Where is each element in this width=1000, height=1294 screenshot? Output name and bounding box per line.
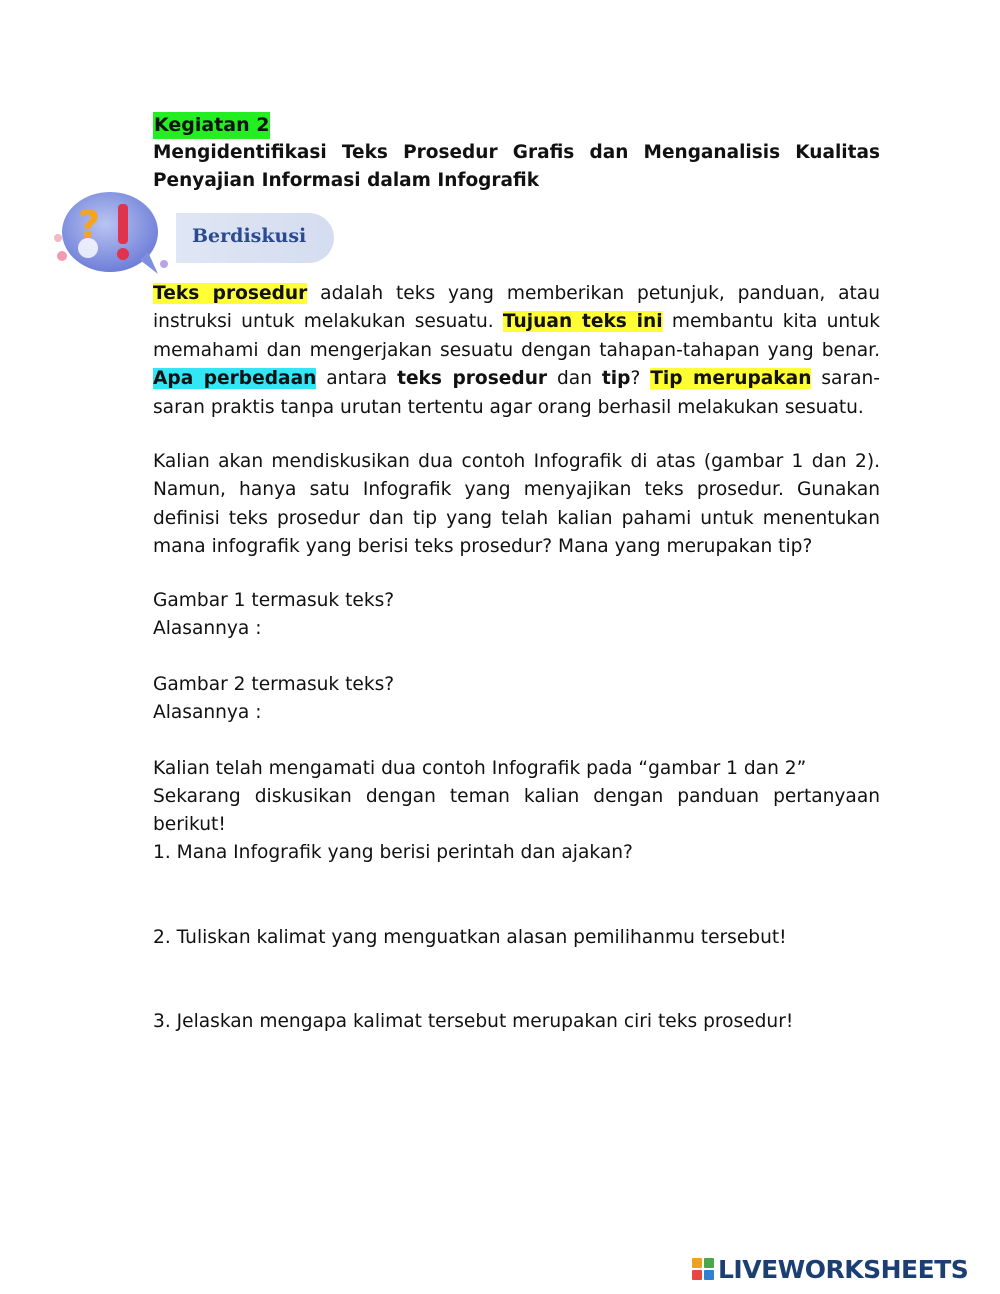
question-gambar-2: Gambar 2 termasuk teks? bbox=[153, 674, 395, 695]
discussion-question-1: 1. Mana Infografik yang berisi perintah dan ajakan? bbox=[153, 842, 633, 863]
procedure-definition-paragraph: Teks prosedur adalah teks yang memberikan petunjuk, panduan, atau instruksi untuk melakukan sesuatu. Tujuan teks ini membantu kita untuk memahami dan mengerjakan sesuatu dengan tahapan-tahapan yang benar. Apa perbedaan antara teks prosedur dan tip? Tip merupakan saran-saran praktis tanpa urutan tertentu agar orang berhasil melakukan sesuatu. bbox=[153, 283, 881, 418]
highlight-apa-perbedaan: Apa perbedaan bbox=[153, 368, 317, 390]
highlight-tip-merupakan: Tip merupakan bbox=[650, 368, 812, 390]
reason-label-1: Alasannya : bbox=[153, 618, 262, 639]
reason-label-2: Alasannya : bbox=[153, 702, 262, 723]
discussion-badge-pill bbox=[176, 213, 334, 263]
discussion-badge-label: Berdiskusi bbox=[192, 225, 307, 247]
page-title: Mengidentifikasi Teks Prosedur Grafis dan Menganalisis Kualitas Penyajian Informasi dalam Infografik bbox=[153, 142, 880, 191]
svg-text:?: ? bbox=[78, 203, 101, 247]
discussion-badge bbox=[52, 186, 342, 278]
discussion-intro: Kalian telah mengamati dua contoh Infografik pada “gambar 1 dan 2” bbox=[153, 758, 807, 779]
activity-label: Kegiatan 2 bbox=[153, 112, 270, 139]
liveworksheets-logo-text: LIVEWORKSHEETS bbox=[718, 1254, 969, 1284]
discussion-question-3: 3. Jelaskan mengapa kalimat tersebut merupakan ciri teks prosedur! bbox=[153, 1011, 794, 1032]
discussion-instruction-end: berikut! bbox=[153, 814, 226, 835]
infographic-task-paragraph: Kalian akan mendiskusikan dua contoh Infografik di atas (gambar 1 dan 2). Namun, hanya satu Infografik yang menyajikan teks prosedur. Gunakan definisi teks prosedur dan tip yang telah kalian pahami untuk menentukan mana infografik yang berisi teks prosedur? Mana yang merupakan tip? bbox=[153, 451, 880, 558]
liveworksheets-logo bbox=[692, 1254, 968, 1284]
highlight-tujuan: Tujuan teks ini bbox=[502, 311, 663, 333]
question-exclamation-bubble-icon bbox=[52, 186, 172, 278]
question-gambar-1: Gambar 1 termasuk teks? bbox=[153, 590, 395, 611]
discussion-question-2: 2. Tuliskan kalimat yang menguatkan alasan pemilihanmu tersebut! bbox=[153, 927, 787, 948]
discussion-instruction: Sekarang diskusikan dengan teman kalian dengan panduan pertanyaan bbox=[153, 786, 880, 807]
highlight-teks-prosedur: Teks prosedur bbox=[153, 283, 308, 304]
liveworksheets-logo-icon bbox=[692, 1258, 714, 1280]
